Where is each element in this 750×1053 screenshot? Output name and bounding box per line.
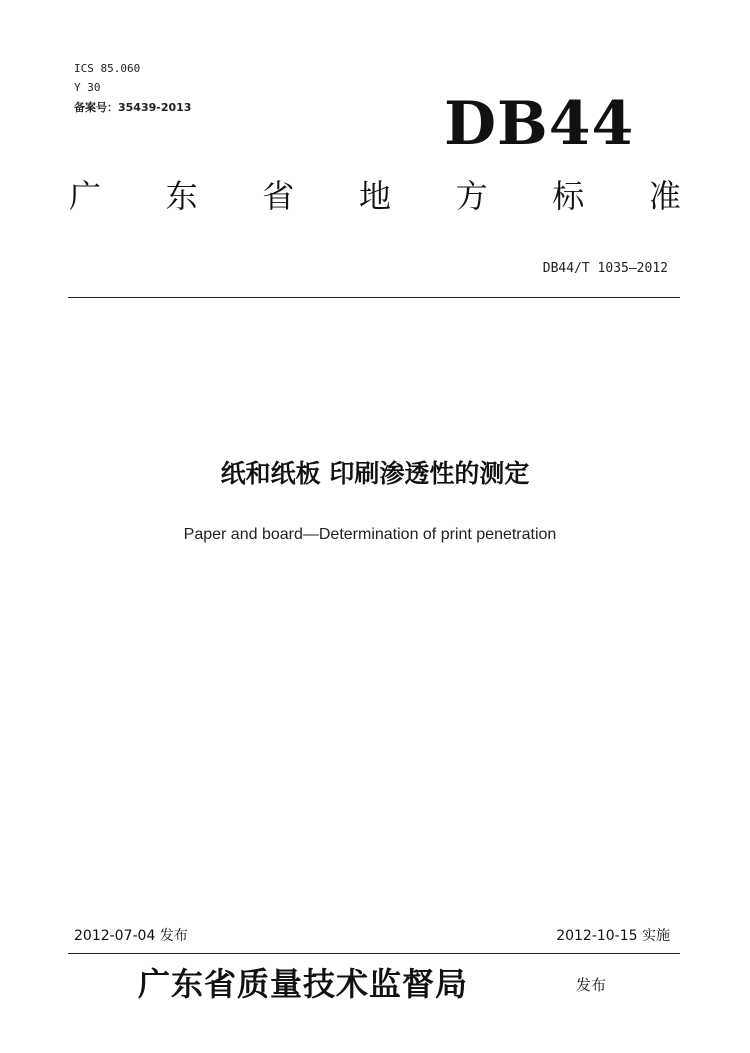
issue-date: 2012-07-04 发布 xyxy=(74,928,188,944)
standard-type-char: 准 xyxy=(648,177,681,215)
document-title-english: Paper and board—Determination of print penetration xyxy=(183,526,557,543)
document-title-chinese: 纸和纸板 印刷渗透性的测定 xyxy=(220,459,530,488)
classification-code: Y 30 xyxy=(74,81,101,94)
ics-code: ICS 85.060 xyxy=(74,62,141,75)
standard-type-char: 地 xyxy=(358,177,391,215)
db44-logo: DB44 xyxy=(444,89,635,159)
standard-type-char: 方 xyxy=(455,177,488,215)
implementation-date: 2012-10-15 实施 xyxy=(556,928,670,944)
issuing-action: 发布 xyxy=(576,976,607,994)
bottom-divider xyxy=(68,953,680,954)
top-divider xyxy=(68,297,680,298)
standard-type-char: 省 xyxy=(262,177,295,215)
standard-type-char: 广 xyxy=(68,177,101,215)
standard-number: DB44/T 1035—2012 xyxy=(542,261,668,276)
filing-number: 备案号：35439-2013 xyxy=(74,101,192,114)
issuing-authority: 广东省质量技术监督局 xyxy=(138,965,469,1003)
standard-type-char: 标 xyxy=(552,177,585,215)
standard-type-char: 东 xyxy=(165,177,198,215)
standard-type-heading xyxy=(60,172,690,220)
